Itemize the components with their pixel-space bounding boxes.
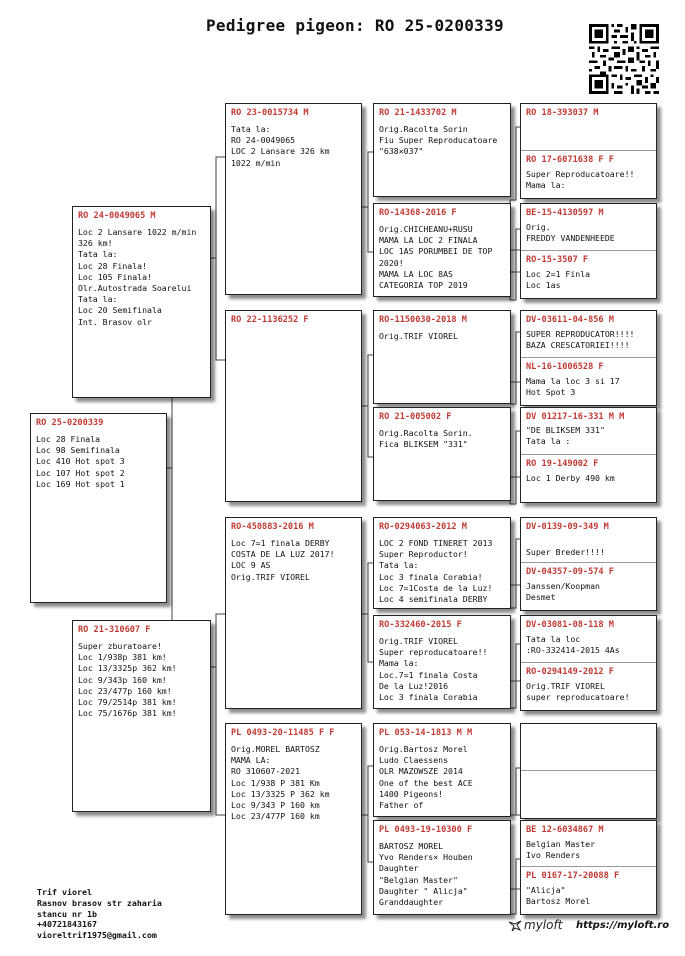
pedigree-ring: RO 18-393037 M — [526, 108, 599, 118]
pedigree-ring: RO 19-149002 F — [526, 459, 599, 469]
subject-card[interactable] — [30, 413, 167, 603]
pedigree-ring: RO-1150030-2018 M — [379, 315, 467, 325]
gen5-pair-card[interactable] — [520, 820, 657, 915]
pedigree-ring: RO 21-1433702 M — [379, 108, 457, 118]
sire-notes: Loc 2 Lansare 1022 m/min 326 km! Tata la: Loc 28 Finala! Loc 105 Finala! Olr.Autostrada Soarelui Tata la: Loc 20 Semifinala Int. Brasov olr — [78, 227, 197, 327]
pedigree-ring: DV-04357-09-574 F — [526, 567, 614, 577]
gen5-pair-card[interactable] — [520, 517, 657, 611]
pedigree-notes: BARTOSZ MOREL Yvo Renders× Houben Daughter "Belgian Master" Daughter " Alicja" Granddaughter — [379, 841, 473, 908]
gen4-card[interactable] — [373, 310, 511, 404]
pedigree-ring: RO-450883-2016 M — [231, 522, 314, 532]
pedigree-notes: Belgian Master Ivo Renders — [526, 839, 596, 861]
pedigree-notes: Loc 2=1 Finla Loc 1as — [526, 269, 591, 291]
gen4-card[interactable] — [373, 615, 511, 709]
gen4-card[interactable] — [373, 203, 511, 297]
pedigree-notes: Super Reproducatoare!! Mama la: — [526, 169, 635, 191]
pedigree-notes: Loc 1 Derby 490 km — [526, 473, 615, 483]
pedigree-notes: Orig. FREDDY VANDENHEEDE — [526, 222, 615, 244]
gen5-pair-card[interactable] — [520, 310, 657, 406]
pedigree-ring: NL-16-1006528 F — [526, 362, 604, 372]
pedigree-notes: Orig.TRIF VIOREL super reproducatoare! — [526, 681, 630, 703]
brand-name: myloft — [524, 918, 563, 932]
pedigree-ring: PL 0167-17-20088 F — [526, 871, 620, 881]
gen4-card[interactable] — [373, 517, 511, 609]
pedigree-notes: LOC 2 FOND TINERET 2013 Super Reproductor! Tata la: Loc 3 finala Corabia! Loc 7=1Costa de la Luz! Loc 4 semifinala DERBY — [379, 538, 493, 605]
pedigree-ring: RO-0294149-2012 F — [526, 667, 614, 677]
gen4-card[interactable] — [373, 103, 511, 197]
owner-contact: Trif viorel Rasnov brasov str zaharia stancu nr 1b +40721843167 vioreltrif1975@gmail.com — [37, 887, 162, 941]
brand-logo — [508, 918, 562, 933]
gen4-card[interactable] — [373, 407, 511, 501]
pedigree-ring: RO-0294063-2012 M — [379, 522, 467, 532]
pedigree-ring: PL 053-14-1813 M M — [379, 728, 473, 738]
gen4-card[interactable] — [373, 820, 511, 915]
pedigree-ring: RO 21-005002 F — [379, 412, 452, 422]
pedigree-notes: Orig.TRIF VIOREL — [379, 331, 458, 341]
pedigree-notes: SUPER REPRODUCATOR!!!! BAZA CRESCATORIEI!!!! — [526, 329, 635, 351]
pedigree-notes: "DE BLIKSEM 331" Tata la : — [526, 425, 605, 447]
pedigree-ring: DV-03081-08-118 M — [526, 620, 614, 630]
granddam-paternal-card[interactable] — [225, 310, 362, 502]
gen5-pair-card[interactable] — [520, 615, 657, 711]
pedigree-ring: BE-15-4130597 M — [526, 208, 604, 218]
grandsire-paternal-card[interactable] — [225, 103, 362, 295]
gen5-pair-card[interactable] — [520, 723, 657, 819]
pedigree-notes: Orig.MOREL BARTOSZ MAMA LA: RO 310607-2021 Loc 1/938 P 381 Km Loc 13/3325 P 362 km Loc 9/343 P 160 km Loc 23/477P 160 km — [231, 744, 330, 822]
dam-card[interactable] — [72, 620, 211, 812]
pedigree-notes: Orig.Racolta Sorin Fiu Super Reproducatoare "638×037" — [379, 124, 498, 157]
pigeon-icon — [508, 919, 522, 933]
gen4-card[interactable] — [373, 723, 511, 817]
pedigree-ring: RO-332460-2015 F — [379, 620, 462, 630]
pedigree-notes: Tata la loc :RO-332414-2015 4As — [526, 634, 620, 656]
subject-notes: Loc 28 Finala Loc 98 Semifinala Loc 410 Hot spot 3 Loc 107 Hot spot 2 Loc 169 Hot spot 1 — [36, 434, 125, 489]
pedigree-ring: RO 22-1136252 F — [231, 315, 309, 325]
pedigree-ring: DV-03611-04-856 M — [526, 315, 614, 325]
sire-ring: RO 24-0049065 M — [78, 211, 156, 221]
pedigree-ring: RO 23-0015734 M — [231, 108, 309, 118]
pedigree-ring: DV-0139-09-349 M — [526, 522, 609, 532]
gen5-pair-card[interactable] — [520, 103, 657, 199]
website-link[interactable]: https://myloft.ro — [576, 920, 670, 931]
dam-ring: RO 21-310607 F — [78, 625, 151, 635]
gen5-pair-card[interactable] — [520, 203, 657, 299]
sire-card[interactable] — [72, 206, 211, 398]
granddam-maternal-card[interactable] — [225, 723, 362, 915]
gen5-pair-card[interactable] — [520, 407, 657, 503]
dam-notes: Super zburatoare! Loc 1/938p 381 km! Loc 13/3325p 362 km! Loc 9/343p 160 km! Loc 23/477p 160 km! Loc 79/2514p 381 km! Loc 75/1676p 381 km! — [78, 641, 177, 719]
pedigree-notes: Loc 7=1 finala DERBY COSTA DE LA LUZ 2017! LOC 9 AS Orig.TRIF VIOREL — [231, 538, 335, 582]
subject-ring: RO 25-0200339 — [36, 418, 104, 428]
pedigree-notes: "Alicja" Bartosz Morel — [526, 885, 591, 907]
pedigree-ring: PL 0493-19-10300 F — [379, 825, 473, 835]
grandsire-maternal-card[interactable] — [225, 517, 362, 709]
pedigree-ring: RO-15-3507 F — [526, 255, 589, 265]
pedigree-ring: RO 17-6071638 F F — [526, 155, 614, 165]
page-title: Pedigree pigeon: RO 25-0200339 — [206, 16, 504, 35]
pedigree-ring: DV 01217-16-331 M M — [526, 412, 625, 422]
pedigree-ring: BE 12-6034867 M — [526, 825, 604, 835]
pedigree-ring: RO-14368-2016 F — [379, 208, 457, 218]
pedigree-notes: Super Breder!!!! — [526, 547, 605, 558]
pedigree-notes: Orig.TRIF VIOREL Super reproducatoare!! Mama la: Loc.7=1 finala Costa De la Luz!2016 Loc 3 finala Corabia — [379, 636, 488, 703]
pedigree-notes: Janssen/Koopman Desmet — [526, 581, 600, 603]
pedigree-notes: Orig.Bartosz Morel Ludo Claessens OLR MAZOWSZE 2014 One of the best ACE 1400 Pigeons! Father of — [379, 744, 473, 811]
pedigree-notes: Orig.Racolta Sorin. Fica BLIKSEM "331" — [379, 428, 473, 450]
pedigree-ring: PL 0493-20-11485 F F — [231, 728, 335, 738]
pedigree-notes: Orig.CHICHEANU+RUSU MAMA LA LOC 2 FINALA LOC 1AS PORUMBEI DE TOP 2020! MAMA LA LOC 8AS CATEGORIA TOP 2019 — [379, 224, 493, 291]
pedigree-notes: Tata la: RO 24-0049065 LOC 2 Lansare 326 km 1022 m/min — [231, 124, 330, 168]
pedigree-notes: Mama la loc 3 si 17 Hot Spot 3 — [526, 376, 620, 398]
